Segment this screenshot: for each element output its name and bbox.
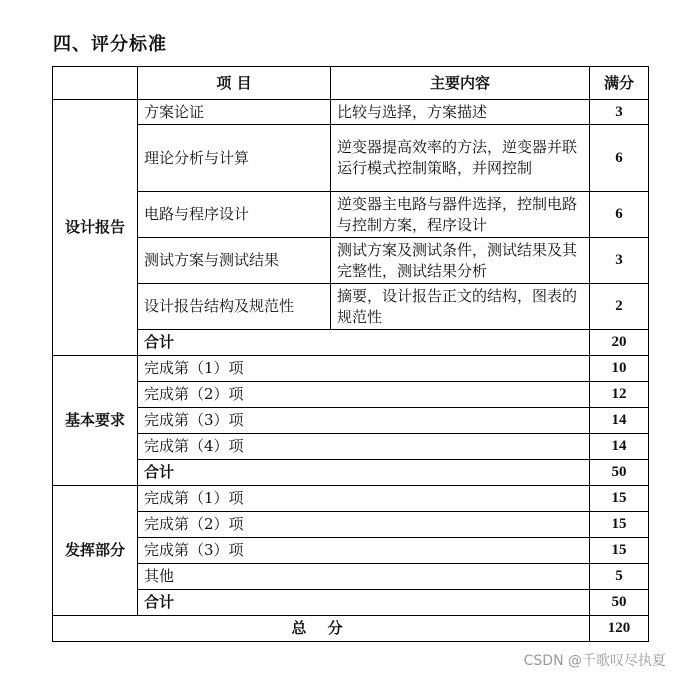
row-item: 测试方案与测试结果: [138, 238, 331, 284]
row-item: 完成第（1）项: [138, 486, 590, 512]
row-score: 15: [590, 486, 649, 512]
subtotal-label: 合计: [138, 330, 590, 356]
row-score: 6: [590, 125, 649, 192]
grand-total-label: 总 分: [53, 616, 590, 642]
table-row: [53, 434, 649, 460]
row-item: 其他: [138, 564, 590, 590]
section-heading: 四、评分标准: [53, 34, 167, 55]
category-basic: 基本要求: [53, 356, 138, 486]
table-row: [53, 125, 649, 192]
row-item: 完成第（3）项: [138, 538, 590, 564]
subtotal-row: [53, 330, 649, 356]
header-content: 主要内容: [331, 67, 590, 100]
row-score: 3: [590, 100, 649, 125]
category-extra: 发挥部分: [53, 486, 138, 616]
row-score: 3: [590, 238, 649, 284]
table-row: [53, 512, 649, 538]
table-row: [53, 408, 649, 434]
row-content: 逆变器提高效率的方法，逆变器并联运行模式控制策略，并网控制: [331, 125, 590, 192]
grading-table: [52, 66, 649, 642]
table-row: [53, 486, 649, 512]
grand-total-score: 120: [590, 616, 649, 642]
table-row: [53, 192, 649, 238]
subtotal-row: [53, 460, 649, 486]
row-score: 5: [590, 564, 649, 590]
row-score: 6: [590, 192, 649, 238]
row-item: 理论分析与计算: [138, 125, 331, 192]
row-score: 10: [590, 356, 649, 382]
row-content: 摘要，设计报告正文的结构，图表的规范性: [331, 284, 590, 330]
table-row: [53, 356, 649, 382]
row-score: 14: [590, 408, 649, 434]
subtotal-score: 20: [590, 330, 649, 356]
category-report: 设计报告: [53, 100, 138, 356]
subtotal-score: 50: [590, 590, 649, 616]
row-item: 完成第（4）项: [138, 434, 590, 460]
row-item: 方案论证: [138, 100, 331, 125]
table-row: [53, 538, 649, 564]
row-item: 完成第（2）项: [138, 512, 590, 538]
subtotal-label: 合计: [138, 590, 590, 616]
table-row: [53, 382, 649, 408]
table-row: [53, 100, 649, 125]
row-score: 15: [590, 538, 649, 564]
subtotal-label: 合计: [138, 460, 590, 486]
subtotal-row: [53, 590, 649, 616]
header-item: 项 目: [138, 67, 331, 100]
row-content: 测试方案及测试条件，测试结果及其完整性，测试结果分析: [331, 238, 590, 284]
table-row: [53, 284, 649, 330]
row-item: 设计报告结构及规范性: [138, 284, 331, 330]
table-header-row: [53, 67, 649, 100]
row-content: 比较与选择，方案描述: [331, 100, 590, 125]
subtotal-score: 50: [590, 460, 649, 486]
row-score: 2: [590, 284, 649, 330]
row-score: 12: [590, 382, 649, 408]
header-category: [53, 67, 138, 100]
watermark: CSDN @千歌叹尽执夏: [523, 653, 666, 669]
row-item: 完成第（3）项: [138, 408, 590, 434]
row-content: 逆变器主电路与器件选择，控制电路与控制方案，程序设计: [331, 192, 590, 238]
row-item: 完成第（1）项: [138, 356, 590, 382]
table-row: [53, 564, 649, 590]
row-item: 电路与程序设计: [138, 192, 331, 238]
grand-total-row: [53, 616, 649, 642]
row-score: 15: [590, 512, 649, 538]
table-row: [53, 238, 649, 284]
row-item: 完成第（2）项: [138, 382, 590, 408]
header-score: 满分: [590, 67, 649, 100]
row-score: 14: [590, 434, 649, 460]
